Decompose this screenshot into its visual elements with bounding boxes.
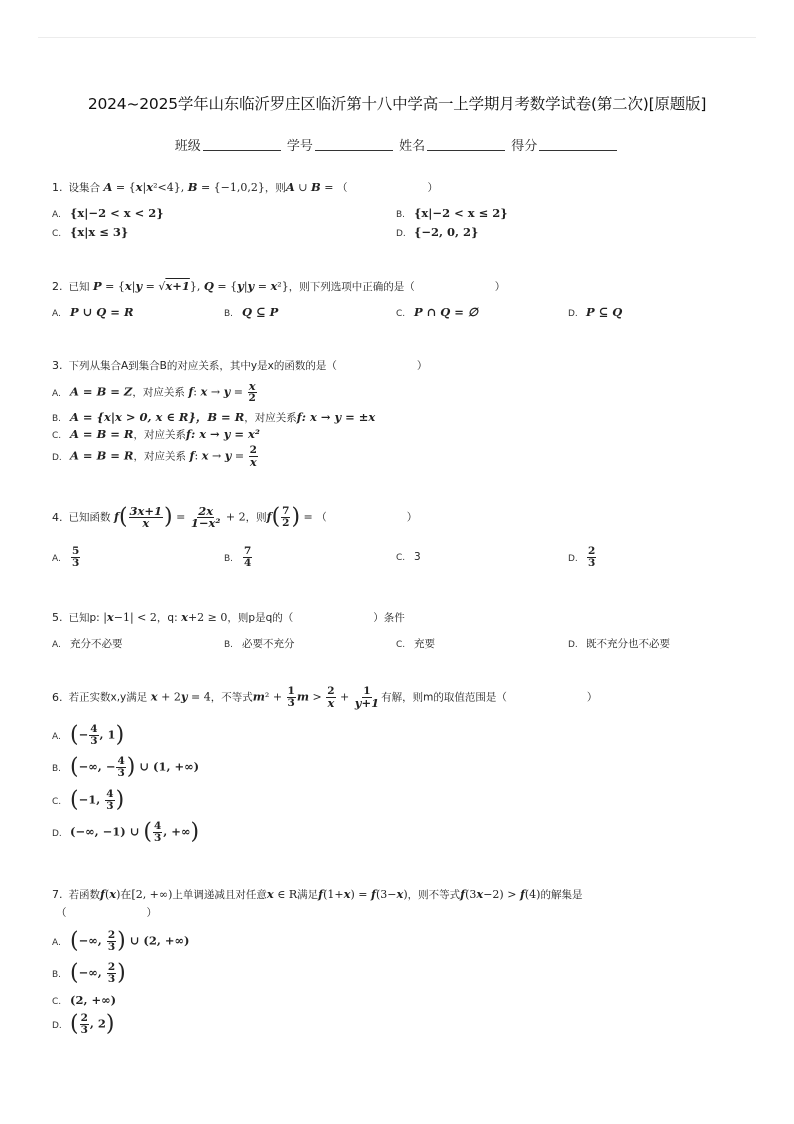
question-3 <box>52 357 752 472</box>
score-blank[interactable] <box>539 138 617 151</box>
id-blank[interactable] <box>315 138 393 151</box>
option-c[interactable]: C. 3 <box>396 551 421 563</box>
option-a[interactable]: A. (−∞, $\frac{2}{3}$ ) ∪ (2, +∞) <box>52 928 190 954</box>
option-d[interactable]: D. A = B = R，对应关系 f: x → y = $\frac{2}{x}$ <box>52 444 257 469</box>
option-b[interactable]: B. (−∞, $\frac{2}{3}$ ) <box>52 960 126 986</box>
question-4-stem: 4. 已知函数 f( $\frac{3x+1}{x}$ ) = $\frac{2x}{\text{1−x²}}$ + 2，则f( $\frac{7}{2}$ ) = （ ） <box>52 504 418 530</box>
question-3-stem: 3. 下列从集合A到集合B的对应关系，其中y是x的函数的是（ ） <box>52 359 428 372</box>
option-b[interactable]: B. Q ⊆ P <box>224 305 279 319</box>
option-a[interactable]: A. A = B = Z，对应关系 f: x → y = $\frac{x}{2}$ <box>52 379 256 404</box>
question-1 <box>52 178 752 248</box>
option-c[interactable]: C. 充要 <box>396 638 435 650</box>
question-2 <box>52 277 752 327</box>
option-a[interactable]: A. {x|−2 < x < 2} <box>52 206 164 220</box>
option-c[interactable]: C. P ∩ Q = ∅ <box>396 305 478 319</box>
score-label: 得分 <box>511 139 538 154</box>
option-a[interactable]: A. $\frac{5}{3}$ <box>52 545 80 569</box>
page-title: 2024~2025学年山东临沂罗庄区临沂第十八中学高一上学期月考数学试卷(第二次)[原题版] <box>87 95 707 113</box>
option-c[interactable]: C. {x|x ≤ 3} <box>52 225 129 239</box>
option-a[interactable]: A. 充分不必要 <box>52 638 123 650</box>
option-d[interactable]: D. (−∞, −1) ∪ ( $\frac{4}{3}$ , +∞) <box>52 819 200 845</box>
option-d[interactable]: D. $\frac{2}{3}$ <box>568 545 596 569</box>
question-2-stem: 2. 已知 P = {x|y = √x+1}, Q = {y|y = x²}，则下列选项中正确的是（ ） <box>52 279 506 293</box>
option-b[interactable]: B. A = {x|x > 0, x ∈ R}，B = R，对应关系f: x → y = ±x <box>52 410 376 424</box>
question-6-stem: 6. 若正实数x,y满足 x + 2y = 4，不等式m² + $\frac{1}{3}$ m > $\frac{2}{x}$ + $\frac{1}{y+1}$ 有解，则m的取值范围是（ ） <box>52 685 598 710</box>
option-a[interactable]: A. P ∪ Q = R <box>52 305 134 319</box>
option-c[interactable]: C. (−1, $\frac{4}{3}$ ) <box>52 787 125 813</box>
option-b[interactable]: B. (−∞, − $\frac{4}{3}$ ) ∪ (1, +∞) <box>52 754 200 780</box>
option-d[interactable]: D. ( $\frac{2}{3}$ , 2) <box>52 1011 115 1037</box>
option-c[interactable]: C. A = B = R，对应关系f: x → y = x² <box>52 427 260 441</box>
option-d[interactable]: D. {−2, 0, 2} <box>396 225 479 239</box>
header-divider <box>38 37 756 38</box>
question-7-stem: 7. 若函数f(x)在[2, +∞)上单调递减且对任意x ∈ R满足f(1+x) = f(3−x)，则不等式f(3x−2) > f(4)的解集是 <box>52 887 583 901</box>
id-label: 学号 <box>286 139 313 154</box>
option-b[interactable]: B. {x|−2 < x ≤ 2} <box>396 206 508 220</box>
option-b[interactable]: B. 必要不充分 <box>224 638 295 650</box>
name-label: 姓名 <box>399 139 426 154</box>
option-a[interactable]: A. (− $\frac{4}{3}$ , 1) <box>52 722 125 748</box>
class-blank[interactable] <box>203 138 281 151</box>
student-info-line <box>0 135 794 154</box>
question-5 <box>52 608 752 658</box>
class-label: 班级 <box>174 139 201 154</box>
question-7 <box>52 885 752 1050</box>
option-d[interactable]: D. 既不充分也不必要 <box>568 638 670 650</box>
question-1-stem: 1. 设集合 A = {x|x²<4}, B = {−1,0,2}，则A ∪ B = （ ） <box>52 180 438 194</box>
name-blank[interactable] <box>427 138 505 151</box>
option-b[interactable]: B. $\frac{7}{4}$ <box>224 545 252 569</box>
option-d[interactable]: D. P ⊆ Q <box>568 305 623 319</box>
question-6 <box>52 686 752 851</box>
question-4 <box>52 506 752 576</box>
question-5-stem: 5. 已知p: |x−1| < 2，q: x+2 ≥ 0，则p是q的（ ）条件 <box>52 610 405 624</box>
question-7-answer-paren: （ ） <box>56 907 157 919</box>
option-c[interactable]: C. (2, +∞) <box>52 993 117 1007</box>
